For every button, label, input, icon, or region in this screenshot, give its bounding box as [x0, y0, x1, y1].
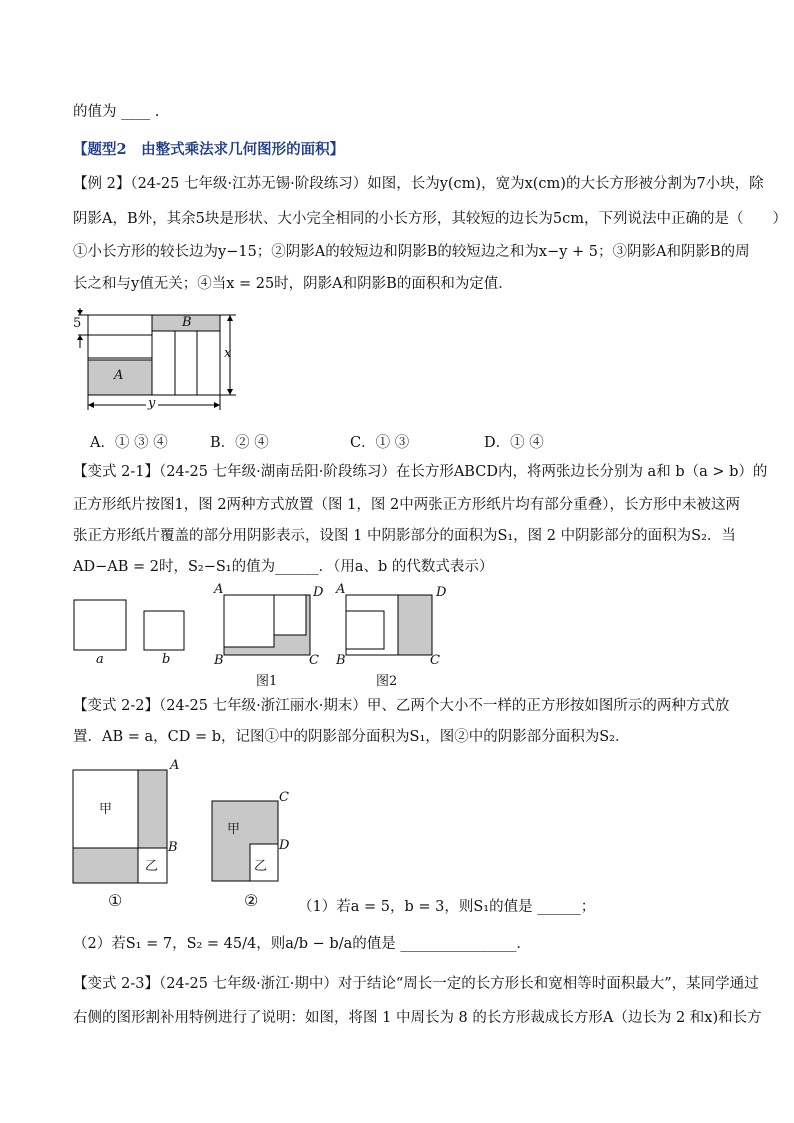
question-1: （1）若a = 5，b = 3，则S₁的值是 ______； — [298, 899, 596, 915]
label-jia2: 甲 — [227, 822, 241, 837]
label-D2: D — [436, 585, 447, 600]
section-heading: 【题型2 由整式乘法求几何图形的面积】 — [73, 141, 345, 158]
label-C: C — [279, 790, 289, 805]
caption-fig2: 图2 — [376, 674, 398, 689]
label-D: D — [313, 585, 324, 600]
label-B: B — [168, 840, 178, 855]
text-line: 的值为 ____ . — [73, 104, 160, 120]
label-yi: 乙 — [145, 859, 159, 874]
label-jia: 甲 — [99, 802, 113, 817]
label-B: B — [182, 315, 192, 330]
text-line: 【例 2】（24-25 七年级·江苏无锡·阶段练习）如图，长为y(cm)，宽为x(cm)的大长方形被分割为7小块，除 — [73, 176, 764, 192]
text-line: 阴影A，B外，其余5块是形状、大小完全相同的小长方形，其较短的边长为5cm，下列说法中正确的是（ ） — [73, 211, 787, 227]
text-line: 置．AB = a，CD = b，记图①中的阴影部分面积为S₁，图②中的阴影部分面积为S₂． — [73, 729, 630, 745]
label-A: A — [170, 758, 180, 773]
text-line: 【变式 2-3】（24-25 七年级·浙江·期中）对于结论“周长一定的长方形长和宽相等时面积最大”，某同学通过 — [73, 976, 759, 992]
text-line: 长之和与y值无关；④当x = 25时，阴影A和阴影B的面积和为定值． — [73, 276, 513, 292]
text-line: 张正方形纸片覆盖的部分用阴影表示，设图 1 中阴影部分的面积为S₁，图 2 中阴影部分的面积为S₂．当 — [73, 528, 736, 544]
caption-fig1: 图1 — [256, 674, 278, 689]
text-line: 右侧的图形割补用特例进行了说明：如图，将图 1 中周长为 8 的长方形裁成长方形A（边长为 2 和x)和长方 — [73, 1010, 762, 1026]
label-sq-b: b — [162, 652, 171, 667]
option-a[interactable]: A．① ③ ④ — [90, 435, 168, 451]
label-A2: A — [336, 582, 346, 597]
text-line: 【变式 2-2】（24-25 七年级·浙江丽水·期末）甲、乙两个大小不一样的正方形按如图所示的两种方式放 — [73, 698, 730, 714]
label-C2: C — [430, 653, 440, 668]
label-B2: B — [336, 653, 346, 668]
label-A: A — [114, 368, 124, 383]
label-B: B — [214, 653, 224, 668]
ex2-figure — [70, 308, 250, 418]
text-line: ①小长方形的较长边为y−15；②阴影A的较短边和阴影B的较短边之和为x−y + 5；③阴影A和阴影B的周 — [73, 244, 750, 260]
label-5: 5 — [73, 316, 82, 331]
text-line: AD−AB = 2时，S₂−S₁的值为______．（用a、b 的代数式表示） — [73, 559, 494, 575]
option-d[interactable]: D．① ④ — [484, 435, 544, 451]
caption-1: ① — [108, 891, 123, 910]
label-D: D — [279, 838, 290, 853]
question-2: （2）若S₁ = 7，S₂ = 45/4，则a/b − b/a的值是 ________________． — [73, 936, 531, 952]
text-line: 【变式 2-1】（24-25 七年级·湖南岳阳·阶段练习）在长方形ABCD内，将两张边长分别为 a和 b（a > b）的 — [73, 464, 768, 480]
option-b[interactable]: B．② ④ — [210, 435, 269, 451]
option-c[interactable]: C．① ③ — [350, 435, 410, 451]
label-sq-a: a — [96, 652, 104, 667]
label-A: A — [214, 582, 224, 597]
label-C: C — [309, 653, 319, 668]
label-yi2: 乙 — [254, 859, 268, 874]
caption-2: ② — [244, 891, 259, 910]
text-line: 正方形纸片按图1，图 2两种方式放置（图 1，图 2中两张正方形纸片均有部分重叠），长方形中未被这两 — [73, 497, 740, 513]
label-x: x — [224, 346, 232, 361]
label-y: y — [148, 396, 156, 411]
v22-figure — [70, 765, 310, 885]
